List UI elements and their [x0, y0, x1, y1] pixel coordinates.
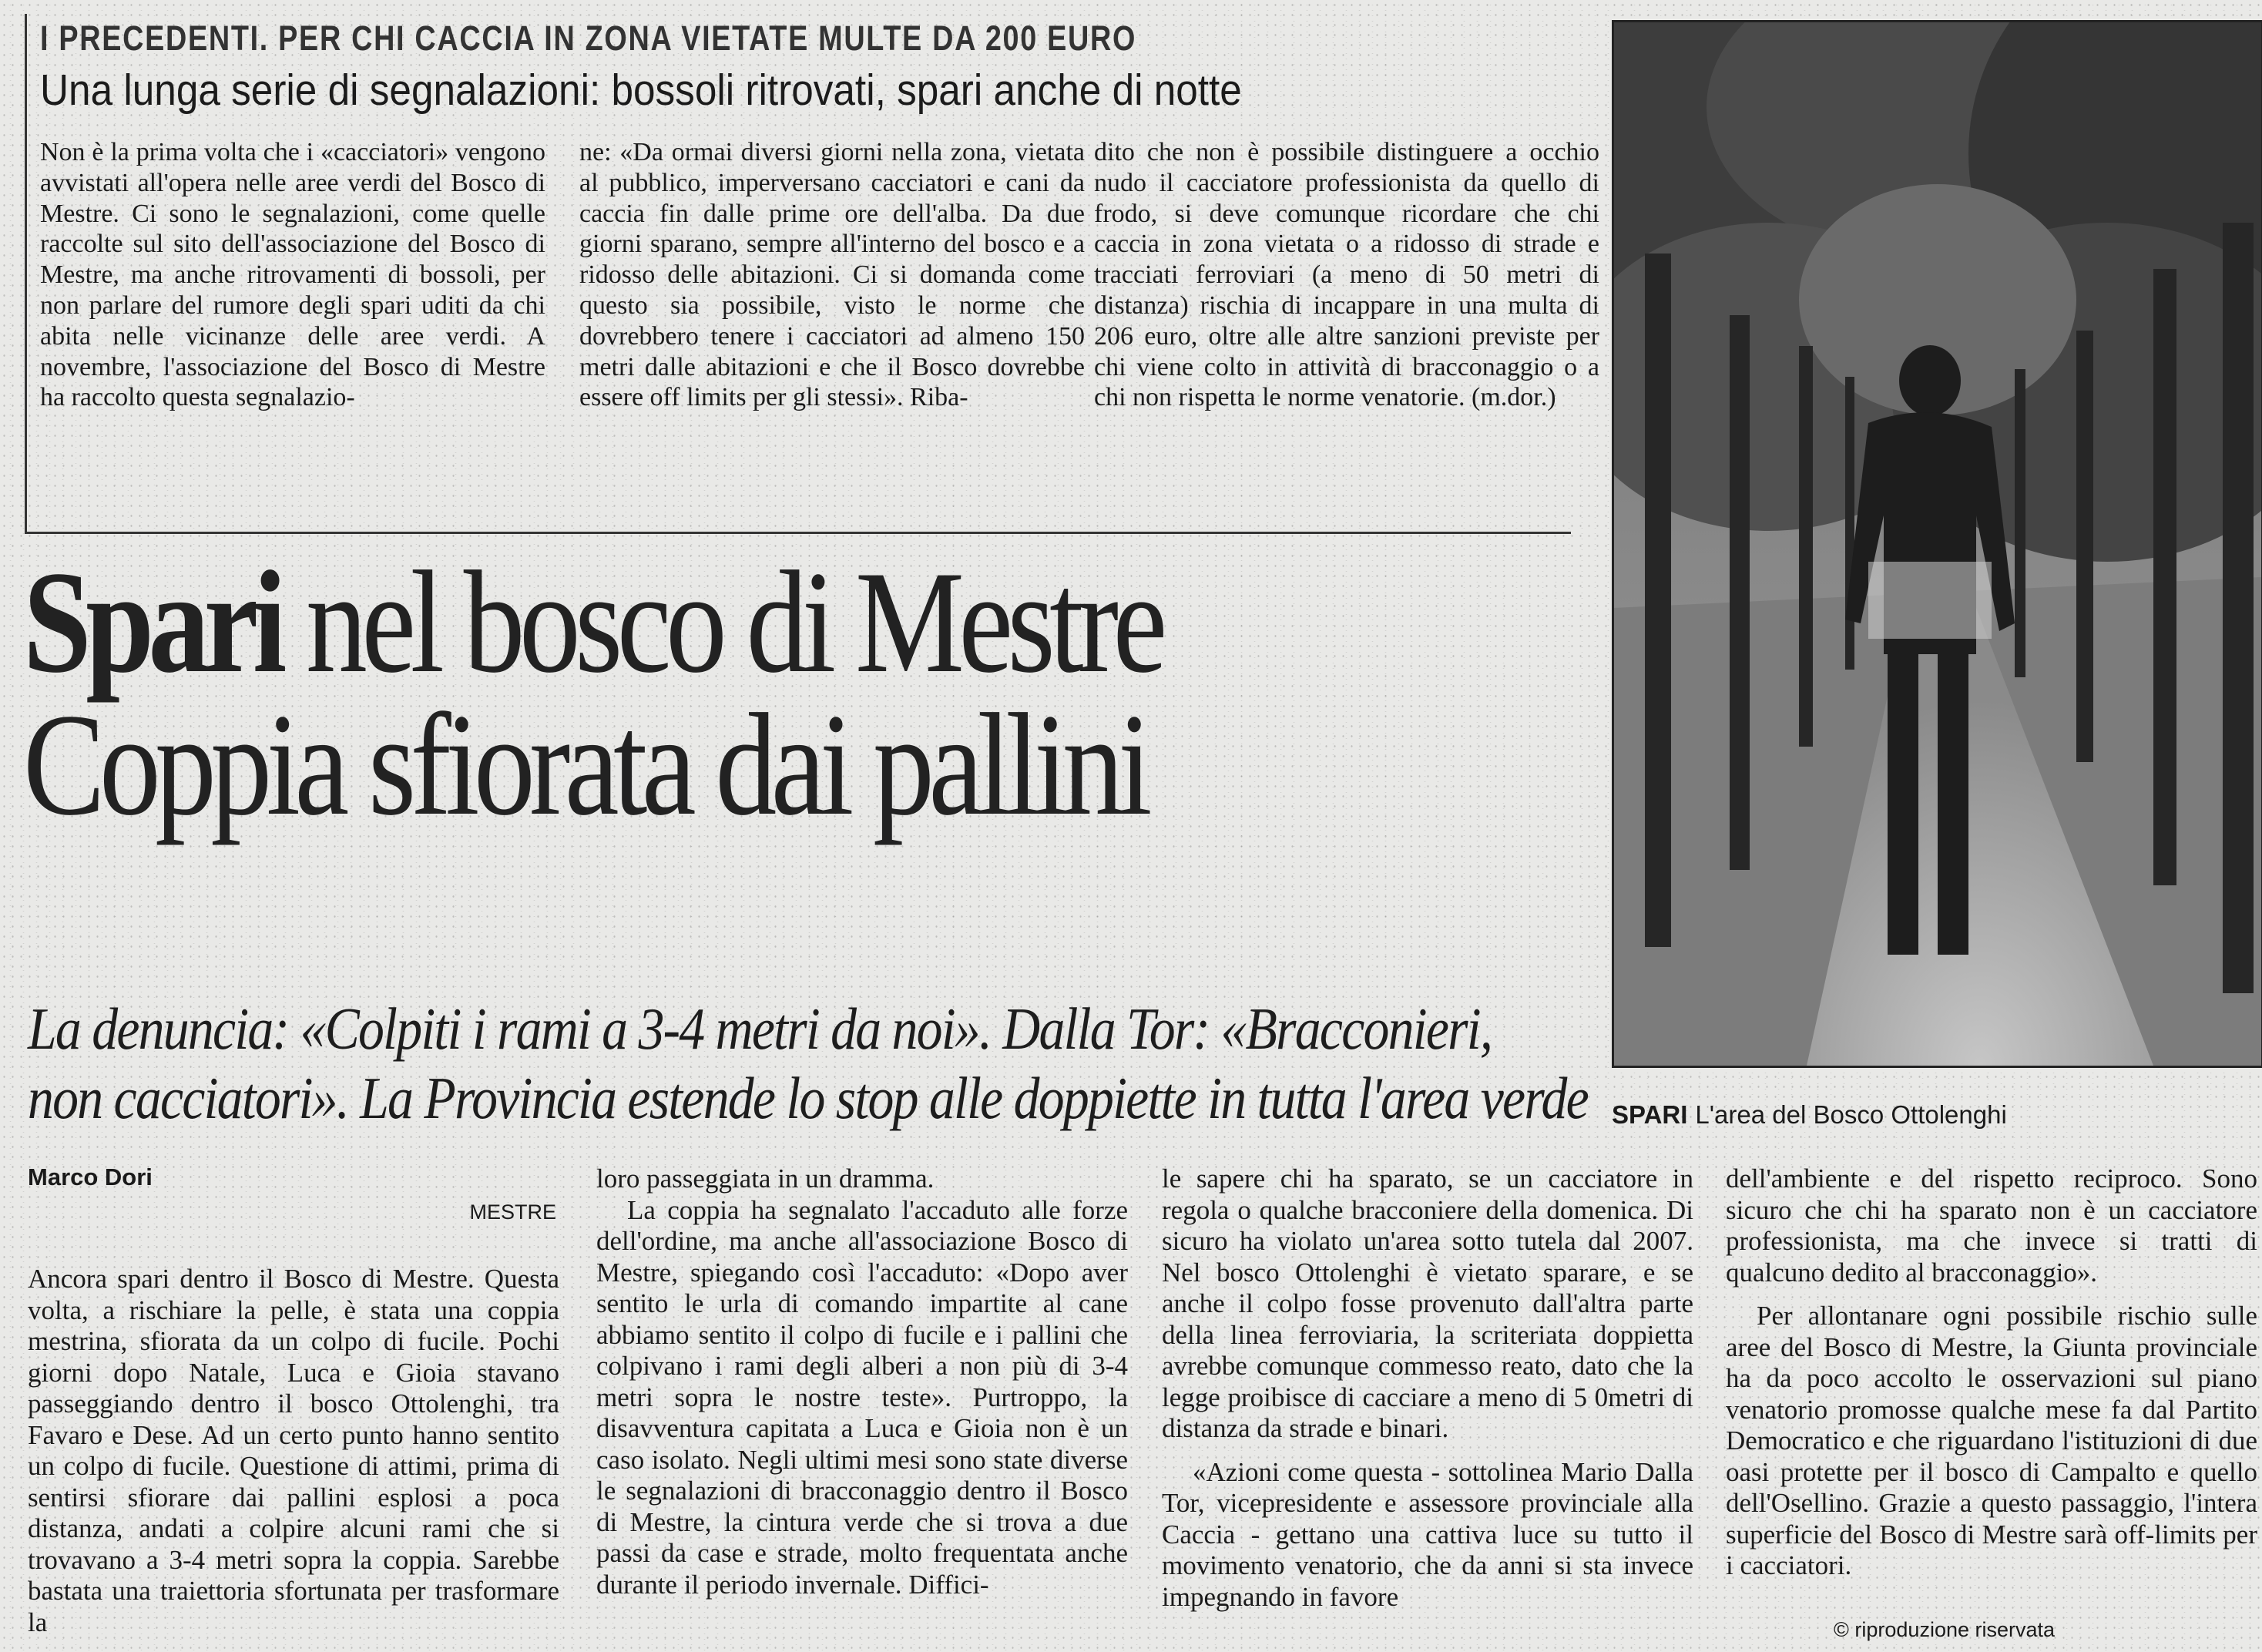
dateline-place: MESTRE — [469, 1200, 556, 1224]
headline-line-1 — [23, 542, 1344, 703]
author-byline: Marco Dori — [28, 1163, 153, 1190]
headline-bold-word: Spari — [23, 542, 281, 703]
box-column-text: Non è la prima volta che i «cacciatori» vengono avvistati all'opera nelle aree verdi del Bosco di Mestre. Ci sono le segnalazioni, come quelle raccolte sul sito dell'associazione del Bosco di Mestre, ma anche ritrovamenti di bossoli, per non parlare del rumore degli spari uditi da chi abita nelle vicinanze delle aree verdi. A novembre, l'associazione del Bosco di Mestre ha raccolto questa segnalazio- — [40, 138, 545, 412]
article-paragraph: «Azioni come questa - sottolinea Mario Dalla Tor, vicepresidente e assessore provinciale alla Caccia - gettano una cattiva luce su tutto il movimento venatorio, che da anni si sta invece impegnando in favore — [1162, 1456, 1693, 1612]
subheadline-line-1: La denuncia: «Colpiti i rami a 3-4 metri da noi». Dalla Tor: «Bracconieri, — [28, 996, 1492, 1062]
box-column-1 — [40, 137, 545, 413]
article-paragraph: loro passeggiata in un dramma. — [596, 1163, 935, 1194]
article-paragraph: dell'ambiente e del rispetto reciproco. Sono sicuro che chi ha sparato non è un cacciatore professionista, ma che invece si tratti di qualcuno dedito al bracconaggio». — [1726, 1163, 2257, 1288]
box-column-3 — [1094, 137, 1599, 413]
subheadline — [28, 994, 1588, 1133]
article-column-2 — [596, 1163, 1128, 1600]
article-paragraph: Ancora spari dentro il Bosco di Mestre. Questa volta, a rischiare la pelle, è stata una coppia mestrina, sfiorata da un colpo di fucile. Pochi giorni dopo Natale, Luca e Gioia stavano passeggiando dentro il bosco Ottolenghi, tra Favaro e Dese. Ad un certo punto hanno sentito un colpo di fucile. Questione di attimi, prima di sentirsi sfiorare dai pallini esplosi a poca distanza, andati a colpire alcuni rami che si trovavano a 3-4 metri sopra la coppia. Sarebbe bastata una traiettoria sfortunata per trasformare la — [28, 1264, 559, 1637]
subheadline-line-2: non cacciatori». La Provincia estende lo stop alle doppiette in tutta l'area verde — [28, 1065, 1588, 1131]
box-column-text: dito che non è possibile distinguere a occhio nudo il cacciatore professionista da quello di frodo, si deve comunque ricordare che chi caccia in zona vietata o a ridosso di strade e tracciati ferroviari (a meno di 50 metri di distanza) rischia di incappare in una multa di 206 euro, oltre alle altre sanzioni previste per chi viene colto in attività di bracconaggio o a chi non rispetta le norme venatorie. (m.dor.) — [1094, 138, 1599, 412]
forest-photo-image — [1614, 22, 2261, 1066]
box-kicker: I PRECEDENTI. PER CHI CACCIA IN ZONA VIETATE MULTE DA 200 EURO — [40, 18, 1137, 58]
copyright-notice: © riproduzione riservata — [1834, 1618, 2056, 1641]
headline — [23, 542, 1344, 846]
headline-line-2: Coppia sfiorata dai pallini — [23, 684, 1146, 846]
article-paragraph: La coppia ha segnalato l'accaduto alle forze dell'ordine, ma anche all'associazione Bosco di Mestre, spiegando così l'accaduto: «Dopo aver sentito le urla di comando impartite al cane abbiamo sentito il colpo di fucile e i pallini che colpivano i rami degli alberi a non più di 3-4 metri sopra le nostre teste». Purtroppo, la disavventura capitata a Luca e Gioia non è un caso isolato. Negli ultimi mesi sono state diverse le segnalazioni di bracconaggio dentro il Bosco di Mestre, la cintura verde che si trova a due passi da case e strade, molto frequentata anche durante il periodo invernale. Diffici- — [596, 1194, 1128, 1600]
article-column-1 — [28, 1264, 559, 1638]
photo-caption — [1612, 1100, 2259, 1130]
box-subtitle: Una lunga serie di segnalazioni: bossoli ritrovati, spari anche di notte — [40, 65, 1242, 115]
box-column-text: ne: «Da ormai diversi giorni nella zona, vietata al pubblico, imperversano cacciatori e cani da caccia fin dalle prime ore dell'alba. Da due giorni sparano, sempre all'interno del bosco e a ridosso delle abitazioni. Ci si domanda come questo sia possibile, visto le norme che dovrebbero tenere i cacciatori ad almeno 150 metri dalle abitazioni e che il Bosco dovrebbe essere off limits per gli stessi». Riba- — [579, 138, 1085, 412]
headline-line-1-rest: nel bosco di Mestre — [280, 542, 1162, 703]
photo-caption-text: L'area del Bosco Ottolenghi — [1695, 1100, 2007, 1129]
article-column-4 — [1726, 1163, 2257, 1582]
article-paragraph: le sapere chi ha sparato, se un cacciatore in regola o qualche bracconiere della domenica. Di sicuro ha violato un'area sotto tutela dal 2007. Nel bosco Ottolenghi è vietato sparare, e se anche il colpo fosse provenuto dall'altra parte della linea ferroviaria, la scriteriata doppietta avrebbe comunque commesso reato, dato che la legge proibisce di cacciare a meno di 5 0metri di distanza da strade e binari. — [1162, 1163, 1693, 1443]
article-column-3 — [1162, 1163, 1693, 1613]
forest-photo — [1612, 20, 2262, 1068]
photo-caption-label: SPARI — [1612, 1100, 1688, 1129]
article-paragraph: Per allontanare ogni possibile rischio sulle aree del Bosco di Mestre, la Giunta provinciale ha da poco accolto le osservazioni sul piano venatorio promosse qualche mese fa dal Partito Democratico e che riguardano l'istituzioni di due oasi protette per il bosco di Campalto e quello dell'Osellino. Grazie a questo passaggio, l'intera superficie del Bosco di Mestre sarà off-limits per i cacciatori. — [1726, 1301, 2257, 1580]
box-column-2 — [579, 137, 1085, 413]
